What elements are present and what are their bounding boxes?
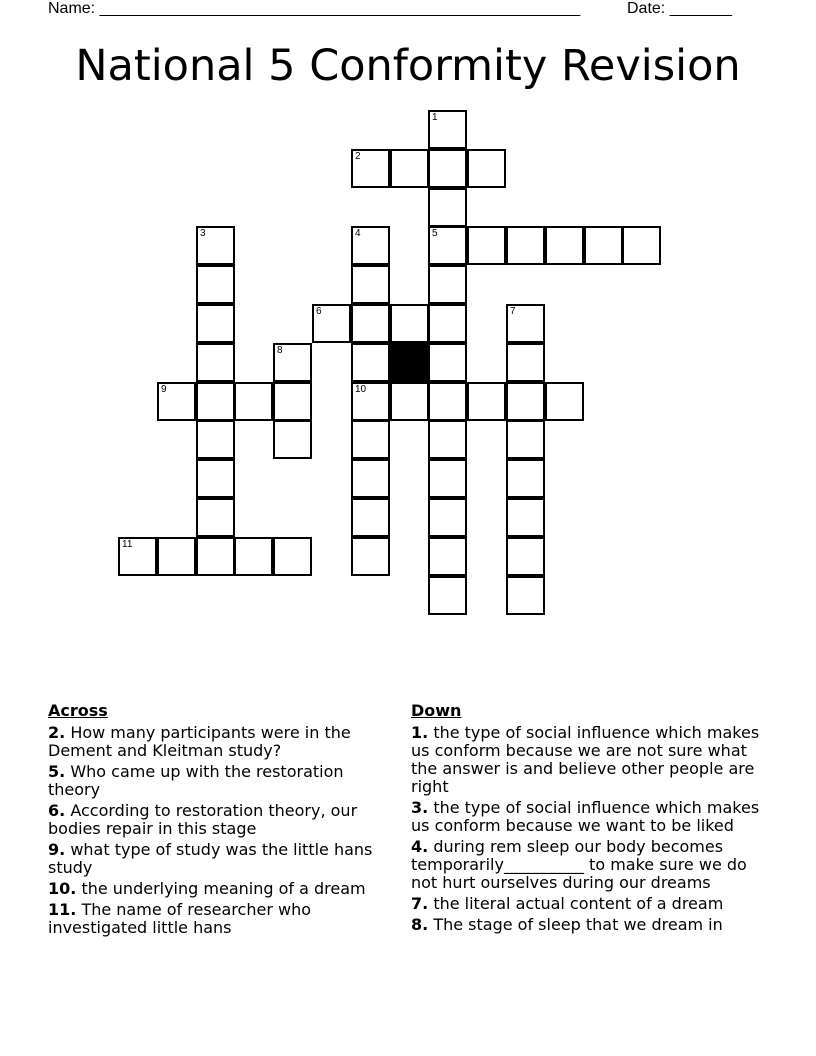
clue-item [411,838,776,892]
clue-text: Who came up with the restoration theory [48,762,344,799]
crossword-cell[interactable] [622,226,661,265]
crossword-cell[interactable] [351,343,390,382]
crossword-cell[interactable] [351,265,390,304]
crossword-cell[interactable] [428,304,467,343]
crossword-cell[interactable] [428,226,467,265]
clue-item [48,763,393,799]
clue-number: 10 [355,384,367,395]
crossword-cell[interactable] [273,382,312,421]
clue-text: the type of social influence which makes us conform because we are not sure what the answer is and believe other people are right [411,723,760,796]
crossword-cell[interactable] [351,459,390,498]
clue-num: 10. [48,879,77,898]
crossword-cell[interactable] [196,226,235,265]
crossword-cell[interactable] [390,382,429,421]
clue-text: the type of social influence which makes us conform because we want to be liked [411,798,760,835]
crossword-cell[interactable] [351,420,390,459]
crossword-cell[interactable] [428,382,467,421]
clue-number: 8 [277,345,283,356]
crossword-cell[interactable] [428,110,467,149]
crossword-cell[interactable] [351,304,390,343]
crossword-cell[interactable] [506,498,545,537]
crossword-cell[interactable] [196,265,235,304]
clue-text: the underlying meaning of a dream [81,879,366,898]
crossword-cell[interactable] [234,537,273,576]
crossword-cell[interactable] [196,382,235,421]
crossword-cell[interactable] [506,343,545,382]
clue-text: the literal actual content of a dream [433,894,724,913]
crossword-cell[interactable] [506,459,545,498]
clue-item [48,880,393,898]
crossword-cell[interactable] [273,343,312,382]
clue-num: 2. [48,723,66,742]
date-field-label: Date: _______ [627,0,732,17]
clue-text: How many participants were in the Dement and Kleitman study? [48,723,351,760]
crossword-cell[interactable] [428,537,467,576]
clue-number: 6 [316,306,322,317]
clue-number: 4 [355,228,361,239]
crossword-cell[interactable] [351,498,390,537]
clue-num: 5. [48,762,66,781]
crossword-cell[interactable] [312,304,351,343]
black-square [390,343,429,382]
crossword-cell[interactable] [506,382,545,421]
crossword-cell[interactable] [196,343,235,382]
clue-num: 6. [48,801,66,820]
crossword-cell[interactable] [467,226,506,265]
crossword-cell[interactable] [390,149,429,188]
crossword-cell[interactable] [428,576,467,615]
clue-num: 4. [411,837,429,856]
clue-number: 7 [510,306,516,317]
clue-num: 1. [411,723,429,742]
clue-text: According to restoration theory, our bodies repair in this stage [48,801,358,838]
crossword-cell[interactable] [584,226,623,265]
clue-item [48,724,393,760]
crossword-cell[interactable] [506,304,545,343]
clue-item [411,916,776,934]
down-heading: Down [411,701,462,720]
crossword-cell[interactable] [351,537,390,576]
page-title: National 5 Conformity Revision [75,41,741,91]
clue-number: 9 [161,384,167,395]
crossword-cell[interactable] [506,576,545,615]
crossword-cell[interactable] [390,304,429,343]
clue-text: during rem sleep our body becomes temporarily__________ to make sure we do not hurt ourselves during our dreams [411,837,747,892]
crossword-cell[interactable] [351,226,390,265]
crossword-cell[interactable] [196,498,235,537]
crossword-cell[interactable] [506,226,545,265]
clue-item [48,841,393,877]
clue-num: 3. [411,798,429,817]
crossword-cell[interactable] [234,382,273,421]
down-clues [411,702,776,937]
clue-num: 7. [411,894,429,913]
clue-item [411,799,776,835]
crossword-cell[interactable] [196,420,235,459]
crossword-cell[interactable] [428,498,467,537]
crossword-cell[interactable] [467,382,506,421]
crossword-cell[interactable] [273,420,312,459]
clue-text: what type of study was the little hans study [48,840,373,877]
clue-item [411,895,776,913]
crossword-cell[interactable] [428,459,467,498]
crossword-cell[interactable] [506,420,545,459]
clue-num: 8. [411,915,429,934]
crossword-cell[interactable] [428,343,467,382]
crossword-cell[interactable] [273,537,312,576]
clue-text: The name of researcher who investigated little hans [48,900,311,937]
crossword-cell[interactable] [157,382,196,421]
clue-number: 1 [432,112,438,123]
crossword-cell[interactable] [351,382,390,421]
crossword-cell[interactable] [428,265,467,304]
crossword-cell[interactable] [545,226,584,265]
clue-num: 9. [48,840,66,859]
clue-text: The stage of sleep that we dream in [433,915,723,934]
clue-number: 11 [122,539,133,550]
crossword-cell[interactable] [428,420,467,459]
crossword-cell[interactable] [506,537,545,576]
crossword-cell[interactable] [196,459,235,498]
crossword-cell[interactable] [196,304,235,343]
crossword-cell[interactable] [428,188,467,227]
crossword-cell[interactable] [545,382,584,421]
crossword-cell[interactable] [196,537,235,576]
clue-item [48,901,393,937]
crossword-cell[interactable] [428,149,467,188]
crossword-cell[interactable] [157,537,196,576]
crossword-cell[interactable] [118,537,157,576]
clue-item [411,724,776,796]
name-field-label: Name: ______________________________________________________ [48,0,581,17]
clue-number: 2 [355,151,361,162]
clue-item [48,802,393,838]
across-heading: Across [48,701,108,720]
clue-number: 5 [432,228,438,239]
clue-num: 11. [48,900,77,919]
clue-number: 3 [200,228,206,239]
crossword-cell[interactable] [467,149,506,188]
crossword-cell[interactable] [351,149,390,188]
across-clues [48,702,393,940]
